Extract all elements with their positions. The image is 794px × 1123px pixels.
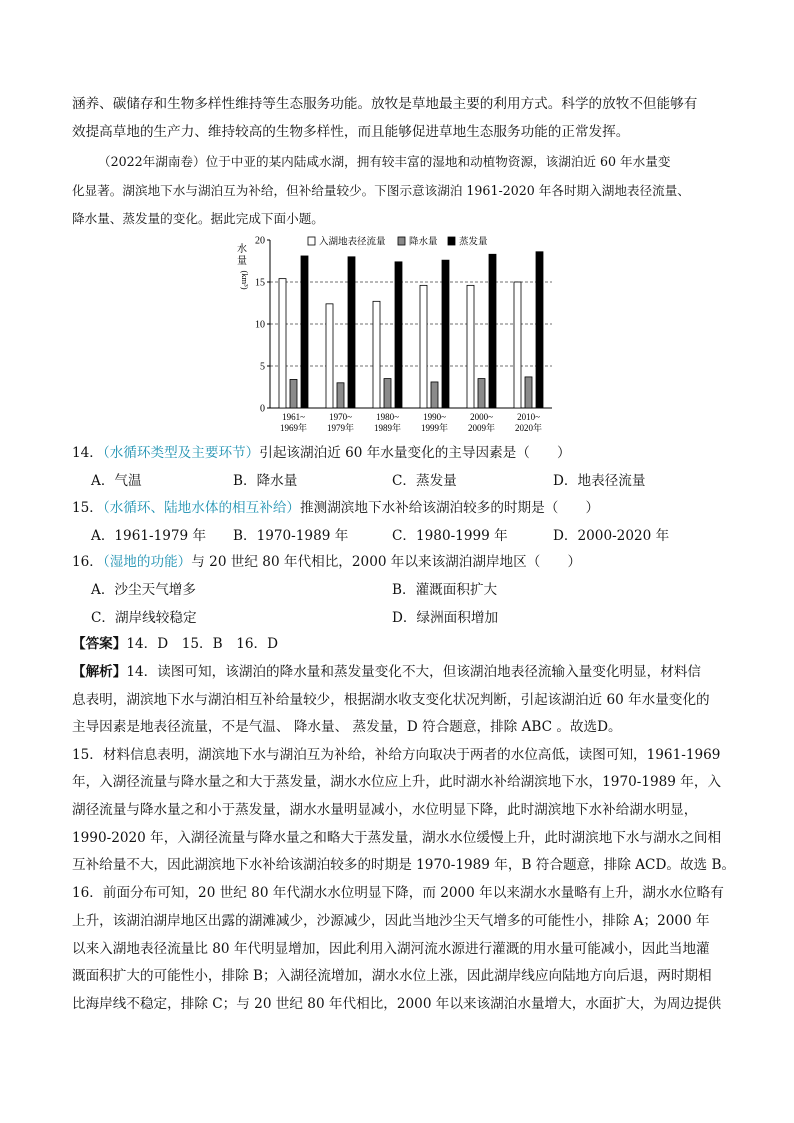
option-15-c: C．1980-1999 年 [392,528,508,544]
bar [290,379,297,408]
bar [384,379,391,408]
question-number: 15． [72,500,103,516]
answer-line [72,632,722,656]
analysis-line: 湖径流量与降水量之和小于蒸发量，湖水水量明显减小，水位明显下降，此时湖滨地下水补给湖水明显， [72,802,698,818]
question-14 [72,441,722,465]
y-tick-label: 15 [255,277,265,289]
passage-line-2: 效提高草地的生产力、维持较高的生物多样性，而且能够促进草地生态服务功能的正常发挥。 [72,124,630,140]
y-tick-label: 5 [260,361,265,373]
x-tick-label: 2009年 [467,423,496,433]
legend-swatch [308,237,315,245]
question-15 [72,496,722,520]
analysis-label: 【解析】 [72,664,127,680]
legend-label: 入湖地表径流量 [319,237,386,248]
x-tick-label: 1989年 [373,423,402,433]
bar [279,279,286,408]
analysis-line: 上升，该湖泊湖岸地区出露的湖滩减少，沙源减少，因此当地沙尘天气增多的可能性小，排除 A；2000 年 [72,913,710,929]
option-14-a: A．气温 [91,473,142,489]
legend-swatch [398,237,405,245]
bar [301,256,308,408]
question-number: 14． [72,445,103,461]
answer-label: 【答案】 [72,636,127,652]
question-16 [72,550,722,574]
analysis-line: 比海岸线不稳定，排除 C；与 20 世纪 80 年代相比，2000 年以来该湖泊水量增大，水面扩大，为周边提供 [72,996,722,1012]
option-15-b: B．1970-1989 年 [233,528,349,544]
bar [431,382,438,408]
question-stem: 引起该湖泊近 60 年水量变化的主导因素是（ ） [259,445,571,461]
x-tick-label: 1999年 [420,423,449,433]
option-15-d: D．2000-2020 年 [553,528,670,544]
x-tick-label: 1990~ [423,412,446,422]
bar [467,285,474,408]
question-topic-tag: （水循环类型及主要环节） [102,445,260,461]
option-15-a: A．1961-1979 年 [91,528,207,544]
x-tick-label: 1961~ [282,412,305,422]
y-axis-label-char: 量 [237,256,247,267]
bar [326,304,333,408]
bar [373,301,380,408]
analysis-line: 16．前面分布可知，20 世纪 80 年代湖水水位明显下降，而 2000 年以来湖水水量略有上升，湖水水位略有 [72,885,724,901]
answer-text: 14．D 15．B 16．D [126,636,279,652]
option-14-d: D．地表径流量 [553,473,646,489]
x-tick-label: 1970~ [329,412,352,422]
analysis-line: 1990-2020 年，入湖径流量与降水量之和略大于蒸发量，湖水水位缓慢上升，此时湖滨地下水与湖水之间相 [72,830,722,846]
y-tick-label: 10 [255,319,265,331]
water-volume-chart [230,232,560,433]
x-tick-label: 2020年 [514,423,543,433]
question-stem: 与 20 世纪 80 年代相比，2000 年以来该湖泊湖岸地区（ ） [191,554,582,570]
material-line-3: 降水量、蒸发量的变化。据此完成下面小题。 [72,211,324,226]
question-topic-tag: （湿地的功能） [102,554,192,570]
analysis-line: 年，入湖径流量与降水量之和大于蒸发量，湖水水位应上升，此时湖水补给湖滨地下水，1970-1989 年，入 [72,774,722,790]
option-16-d: D．绿洲面积增加 [392,610,499,626]
analysis-text: 14．读图可知，该湖泊的降水量和蒸发量变化不大，但该湖泊地表径流输入量变化明显，材料信 [126,664,702,680]
bar [395,262,402,408]
x-tick-label: 2000~ [470,412,493,422]
legend-label: 降水量 [409,237,438,248]
bar [442,260,449,408]
question-stem: 推测湖滨地下水补给该湖泊较多的时期是（ ） [300,500,600,516]
option-16-a: A．沙尘天气增多 [91,582,196,598]
chart-legend [308,236,488,248]
bar [489,254,496,408]
material-line-1: （2022年湖南卷）位于中亚的某内陆咸水湖，拥有较丰富的湿地和动植物资源，该湖泊近 60 年水量变 [98,154,671,169]
material-line-2: 化显著。湖滨地下水与湖泊互为补给，但补给量较少。下图示意该湖泊 1961-2020 年各时期入湖地表径流量、 [72,183,690,198]
bar [420,285,427,408]
analysis-line: 以来入湖地表径流量比 80 年代明显增加，因此利用入湖河流水源进行灌溉的用水量可能减小，因此当地灌 [72,941,710,957]
bar [337,383,344,408]
x-tick-label: 1969年 [279,423,308,433]
bar [348,257,355,408]
question-number: 16． [72,554,103,570]
analysis-line: 息表明，湖滨地下水与湖泊相互补给量较少，根据湖水收支变化状况判断，引起该湖泊近 60 年水量变化的 [72,692,710,708]
chart-svg [230,232,560,433]
y-axis-label-unit: (km³) [240,270,250,290]
option-16-c: C．湖岸线较稳定 [91,610,197,626]
legend-swatch [448,237,455,245]
analysis-line: 主导因素是地表径流量，不是气温、 降水量、 蒸发量，D 符合题意，排除 ABC 。故选D。 [72,719,622,735]
bar [536,252,543,408]
passage-line-1: 涵养、碳储存和生物多样性维持等生态服务功能。放牧是草地最主要的利用方式。科学的放牧不但能够有 [72,96,698,112]
option-14-c: C．蒸发量 [392,473,457,489]
bar [525,377,532,408]
analysis-line: 15．材料信息表明，湖滨地下水与湖泊互为补给，补给方向取决于两者的水位高低，读图可知，1961-1969 [72,747,721,763]
y-axis-label-char: 水 [237,244,247,255]
analysis-line: 溉面积扩大的可能性小，排除 B；入湖径流增加，湖水水位上涨，因此湖岸线应向陆地方向后退，两时期相 [72,968,712,984]
option-16-b: B．灌溉面积扩大 [392,582,498,598]
question-topic-tag: （水循环、陆地水体的相互补给） [102,500,301,516]
x-tick-label: 1979年 [326,423,355,433]
y-tick-label: 20 [255,235,265,247]
analysis-line-1 [72,660,722,684]
y-axis-label [237,242,250,290]
bar [478,379,485,408]
x-tick-label: 2010~ [517,412,540,422]
legend-label: 蒸发量 [459,237,488,248]
y-tick-label: 0 [260,403,265,415]
option-14-b: B．降水量 [233,473,298,489]
bar [514,282,521,408]
analysis-line: 互补给量不大，因此湖滨地下水补给该湖泊较多的时期是 1970-1989 年，B 符合题意，排除 ACD。故选 B。 [72,857,736,873]
x-tick-label: 1980~ [376,412,399,422]
